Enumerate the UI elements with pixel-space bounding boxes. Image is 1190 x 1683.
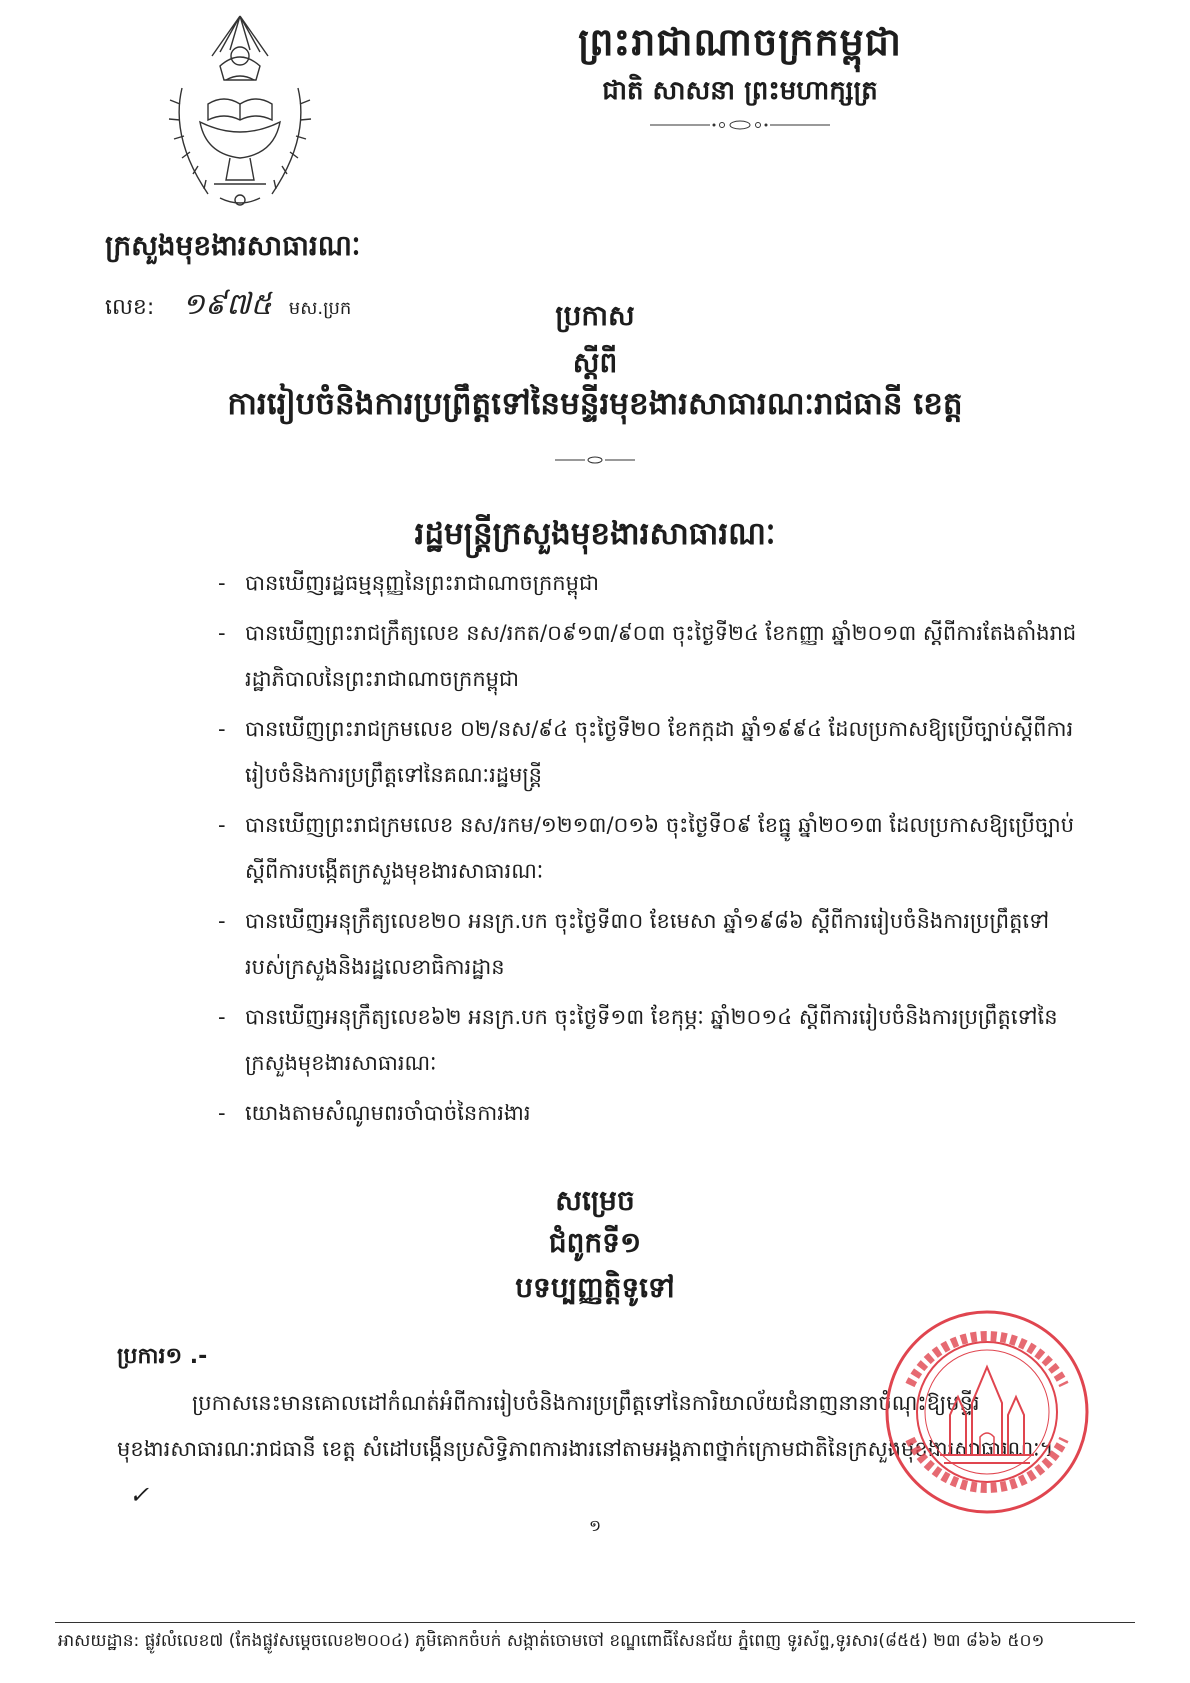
kingdom-heading: ព្រះរាជាណាចក្រកម្ពុជា xyxy=(578,20,902,64)
document-subject: ការរៀបចំនិងការប្រព្រឹត្តទៅនៃមន្ទីរមុខងារសាធារណៈរាជធានី ខេត្ត xyxy=(227,386,963,422)
reference-label: លេខ: xyxy=(105,295,155,320)
clause-text: បានឃើញព្រះរាជក្រមលេខ ០២/នស/៩៤ ចុះថ្ងៃទី២០ ខែកក្កដា ឆ្នាំ១៩៩៤ ដែលប្រកាសឱ្យប្រើច្បាប់ស្តីពីការរៀបចំនិងការប្រព្រឹត្តទៅនៃគណៈរដ្ឋមន្ត្រី xyxy=(245,717,1074,787)
clause-item: - បានឃើញអនុក្រឹត្យលេខ២០ អនក្រ.បក ចុះថ្ងៃទី៣០ ខែមេសា ឆ្នាំ១៩៨៦ ស្តីពីការរៀបចំនិងការប្រព្រឹត្តទៅរបស់ក្រសួងនិងរដ្ឋលេខាធិការដ្ឋាន xyxy=(218,909,1050,979)
chapter-heading: ជំពូកទី១ xyxy=(548,1226,642,1259)
clause-text: បានឃើញរដ្ឋធម្មនុញ្ញនៃព្រះរាជាណាចក្រកម្ពុជា xyxy=(245,571,599,595)
document-about: ស្តីពី xyxy=(572,346,618,379)
clause-item: - បានឃើញអនុក្រឹត្យលេខ៦២ អនក្រ.បក ចុះថ្ងៃទី១៣ ខែកុម្ភៈ ឆ្នាំ២០១៤ ស្តីពីការរៀបចំនិងការប្រព្រឹត្តទៅនៃក្រសួងមុខងារសាធារណៈ xyxy=(218,1005,1058,1075)
page-number: ១ xyxy=(588,1516,602,1535)
handwritten-initials: ✓ xyxy=(129,1481,150,1509)
decision-heading: សម្រេច xyxy=(555,1184,635,1217)
clause-item: - បានឃើញរដ្ឋធម្មនុញ្ញនៃព្រះរាជាណាចក្រកម្ពុជា xyxy=(218,571,599,595)
preamble-clauses xyxy=(210,560,1080,1140)
clause-text: បានឃើញព្រះរាជក្រឹត្យលេខ នស/រកត/០៩១៣/៩០៣ ចុះថ្ងៃទី២៤ ខែកញ្ញា ឆ្នាំ២០១៣ ស្តីពីការតែងតាំងរាជរដ្ឋាភិបាលនៃព្រះរាជាណាចក្រកម្ពុជា xyxy=(245,621,1077,691)
clause-text: បានឃើញអនុក្រឹត្យលេខ៦២ អនក្រ.បក ចុះថ្ងៃទី១៣ ខែកុម្ភៈ ឆ្នាំ២០១៤ ស្តីពីការរៀបចំនិងការប្រព្រឹត្តទៅនៃក្រសួងមុខងារសាធារណៈ xyxy=(245,1005,1058,1075)
article-label: ប្រការ១ .- xyxy=(117,1344,208,1369)
title-divider xyxy=(555,455,635,465)
ministry-name: ក្រសួងមុខងារសាធារណៈ xyxy=(105,229,361,262)
clause-text: បានឃើញព្រះរាជក្រមលេខ នស/រកម/១២១៣/០១៦ ចុះថ្ងៃទី០៩ ខែធ្នូ ឆ្នាំ២០១៣ ដែលប្រកាសឱ្យប្រើច្បាប់ស្តីពីការបង្កើតក្រសួងមុខងារសាធារណៈ xyxy=(245,813,1075,883)
clause-item: - យោងតាមសំណូមពរចាំបាច់នៃការងារ xyxy=(218,1101,531,1125)
clause-item: - បានឃើញព្រះរាជក្រឹត្យលេខ នស/រកត/០៩១៣/៩០៣ ចុះថ្ងៃទី២៤ ខែកញ្ញា ឆ្នាំ២០១៣ ស្តីពីការតែងតាំងរាជរដ្ឋាភិបាលនៃព្រះរាជាណាចក្រកម្ពុជា xyxy=(218,621,1077,691)
issuing-authority: រដ្ឋមន្ត្រីក្រសួងមុខងារសាធារណៈ xyxy=(414,516,776,552)
article-text: ប្រកាសនេះមានគោលដៅកំណត់អំពីការរៀបចំនិងការប្រព្រឹត្តទៅនៃការិយាល័យជំនាញនានាចំណុះឱ្យមន្ទីរមុខងារសាធារណៈរាជធានី ខេត្ត សំដៅបង្កើនប្រសិទ្ធិភាពការងារនៅតាមអង្គភាពថ្នាក់ក្រោមជាតិនៃក្រសួងមុខងារសាធារណៈ។ xyxy=(117,1391,1054,1461)
clause-item: - បានឃើញព្រះរាជក្រមលេខ ០២/នស/៩៤ ចុះថ្ងៃទី២០ ខែកក្កដា ឆ្នាំ១៩៩៤ ដែលប្រកាសឱ្យប្រើច្បាប់ស្តីពីការរៀបចំនិងការប្រព្រឹត្តទៅនៃគណៈរដ្ឋមន្ត្រី xyxy=(218,717,1074,787)
official-seal xyxy=(880,1305,1095,1520)
clause-item: - បានឃើញព្រះរាជក្រមលេខ នស/រកម/១២១៣/០១៦ ចុះថ្ងៃទី០៩ ខែធ្នូ ឆ្នាំ២០១៣ ដែលប្រកាសឱ្យប្រើច្បាប់ស្តីពីការបង្កើតក្រសួងមុខងារសាធារណៈ xyxy=(218,813,1075,883)
national-motto: ជាតិ សាសនា ព្រះមហាក្សត្រ xyxy=(602,76,878,106)
ornament-divider xyxy=(650,118,830,132)
ministry-emblem xyxy=(150,8,330,218)
document-type: ប្រកាស xyxy=(555,299,635,332)
chapter-title: បទប្បញ្ញត្តិទូទៅ xyxy=(515,1271,675,1304)
clause-text: យោងតាមសំណូមពរចាំបាច់នៃការងារ xyxy=(245,1101,531,1125)
reference-suffix: មស.ប្រក xyxy=(288,298,352,319)
reference-value: ១៩៧៥ xyxy=(182,287,272,322)
footer-address: អាសយដ្ឋាន: ផ្លូវលំលេខ៧ (កែងផ្លូវសម្តេចលេខ២០០៤) ភូមិគោកចំបក់ សង្កាត់ចោមចៅ ខណ្ឌពោធិ៍សែនជ័យ ភ្នំពេញ ទូរស័ព្ទ,ទូរសារ(៨៥៥) ២៣ ៨៦៦ ៥០១ xyxy=(58,1631,1045,1651)
footer-divider xyxy=(55,1622,1135,1623)
clause-text: បានឃើញអនុក្រឹត្យលេខ២០ អនក្រ.បក ចុះថ្ងៃទី៣០ ខែមេសា ឆ្នាំ១៩៨៦ ស្តីពីការរៀបចំនិងការប្រព្រឹត្តទៅរបស់ក្រសួងនិងរដ្ឋលេខាធិការដ្ឋាន xyxy=(245,909,1050,979)
